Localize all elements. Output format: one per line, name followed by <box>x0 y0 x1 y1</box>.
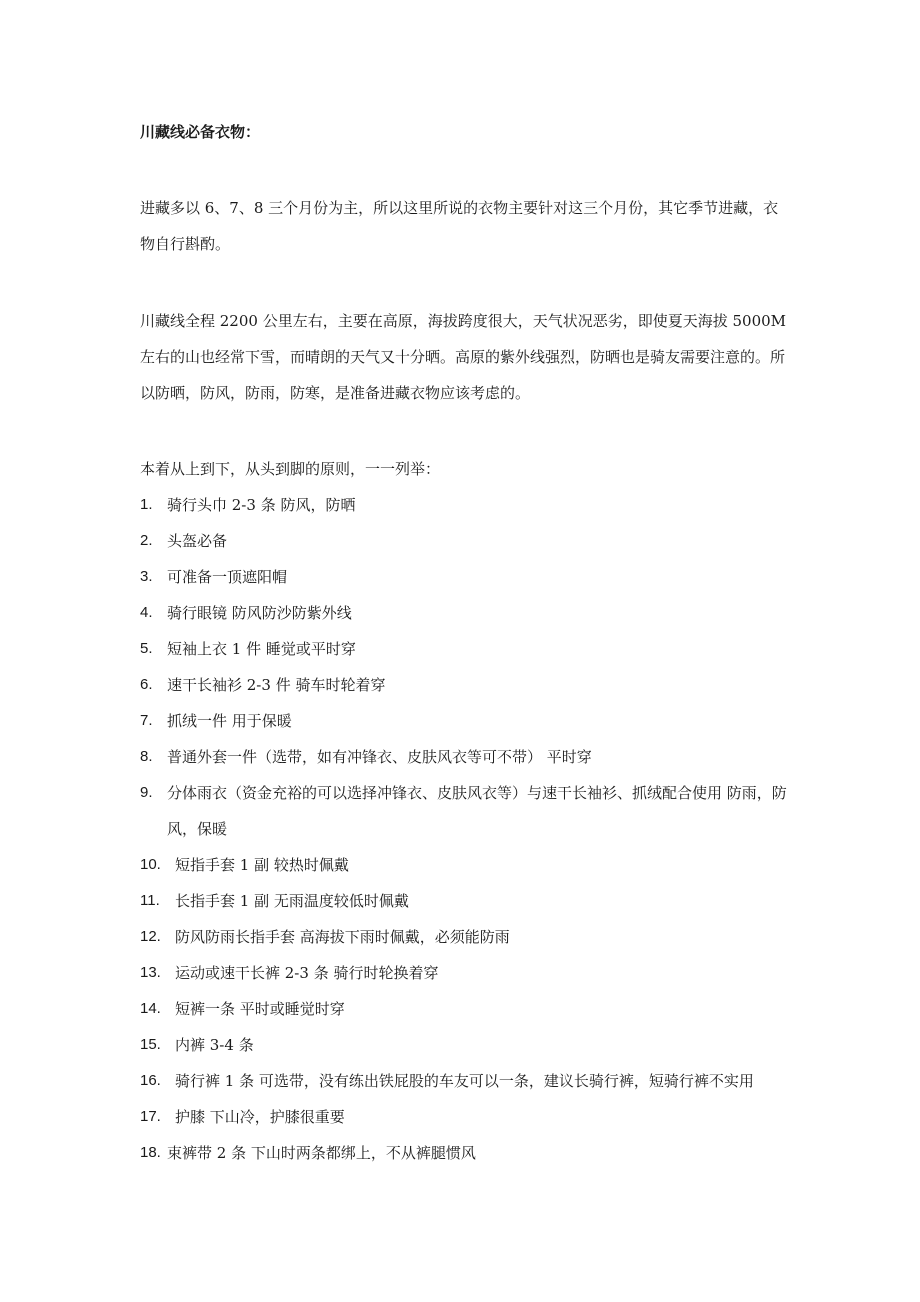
list-number: 2. <box>140 532 153 549</box>
list-item <box>140 559 790 595</box>
list-number: 14. <box>140 1000 161 1017</box>
list-text: 头盔必备 <box>167 532 228 550</box>
list-item <box>140 631 790 667</box>
list-number: 13. <box>140 964 161 981</box>
list-text: 防风防雨长指手套 高海拔下雨时佩戴，必须能防雨 <box>175 928 510 946</box>
list-number: 1. <box>140 496 153 513</box>
list-number: 10. <box>140 856 161 873</box>
document-body <box>140 114 790 1171</box>
list-number: 8. <box>140 748 153 765</box>
list-text: 长指手套 1 副 无雨温度较低时佩戴 <box>175 892 409 910</box>
list-text: 束裤带 2 条 下山时两条都绑上，不从裤腿惯风 <box>167 1144 476 1162</box>
list-item <box>140 775 790 847</box>
list-item <box>140 1099 790 1135</box>
list-intro: 本着从上到下，从头到脚的原则，一一列举： <box>140 460 441 478</box>
list-item <box>140 523 790 559</box>
list-item <box>140 1063 790 1099</box>
list-text: 运动或速干长裤 2-3 条 骑行时轮换着穿 <box>175 964 439 982</box>
list-item <box>140 919 790 955</box>
paragraph-route-conditions: 川藏线全程 2200 公里左右，主要在高原，海拔跨度很大，天气状况恶劣，即使夏天海拔 5000M 左右的山也经常下雪，而晴朗的天气又十分晒。高原的紫外线强烈，防晒也是骑友需要注意的。所以防晒，防风，防雨，防寒，是准备进藏衣物应该考虑的。 <box>140 312 787 402</box>
list-number: 7. <box>140 712 153 729</box>
list-number: 4. <box>140 604 153 621</box>
list-text: 护膝 下山冷，护膝很重要 <box>175 1108 345 1126</box>
list-number: 5. <box>140 640 153 657</box>
list-number: 18. <box>140 1144 161 1161</box>
list-item <box>140 883 790 919</box>
list-item <box>140 739 790 775</box>
list-item <box>140 1135 790 1171</box>
list-item <box>140 991 790 1027</box>
list-number: 3. <box>140 568 153 585</box>
list-item <box>140 595 790 631</box>
list-text: 抓绒一件 用于保暖 <box>167 712 292 730</box>
list-item <box>140 667 790 703</box>
clothing-list <box>140 487 790 1171</box>
list-text: 短袖上衣 1 件 睡觉或平时穿 <box>167 640 356 658</box>
list-text: 可准备一顶遮阳帽 <box>167 568 288 586</box>
list-number: 15. <box>140 1036 161 1053</box>
list-text: 骑行裤 1 条 可选带，没有练出铁屁股的车友可以一条，建议长骑行裤，短骑行裤不实用 <box>175 1072 754 1090</box>
list-text: 短裤一条 平时或睡觉时穿 <box>175 1000 345 1018</box>
list-text: 短指手套 1 副 较热时佩戴 <box>175 856 349 874</box>
list-text: 普通外套一件（选带，如有冲锋衣、皮肤风衣等可不带） 平时穿 <box>167 748 592 766</box>
paragraph-season: 进藏多以 6、7、8 三个月份为主，所以这里所说的衣物主要针对这三个月份，其它季节进藏，衣物自行斟酌。 <box>140 199 779 253</box>
list-number: 6. <box>140 676 153 693</box>
list-item <box>140 1027 790 1063</box>
list-text: 骑行头巾 2-3 条 防风，防晒 <box>167 496 356 514</box>
list-number: 11. <box>140 892 160 909</box>
list-number: 12. <box>140 928 161 945</box>
list-item <box>140 847 790 883</box>
list-item <box>140 703 790 739</box>
list-text: 分体雨衣（资金充裕的可以选择冲锋衣、皮肤风衣等）与速干长袖衫、抓绒配合使用 防雨，防风，保暖 <box>167 784 787 838</box>
list-number: 16. <box>140 1072 161 1089</box>
list-item <box>140 955 790 991</box>
document-title: 川藏线必备衣物： <box>140 123 261 141</box>
list-text: 骑行眼镜 防风防沙防紫外线 <box>167 604 352 622</box>
list-text: 速干长袖衫 2-3 件 骑车时轮着穿 <box>167 676 386 694</box>
list-text: 内裤 3-4 条 <box>175 1036 254 1054</box>
list-item <box>140 487 790 523</box>
list-number: 17. <box>140 1108 161 1125</box>
list-number: 9. <box>140 784 153 801</box>
